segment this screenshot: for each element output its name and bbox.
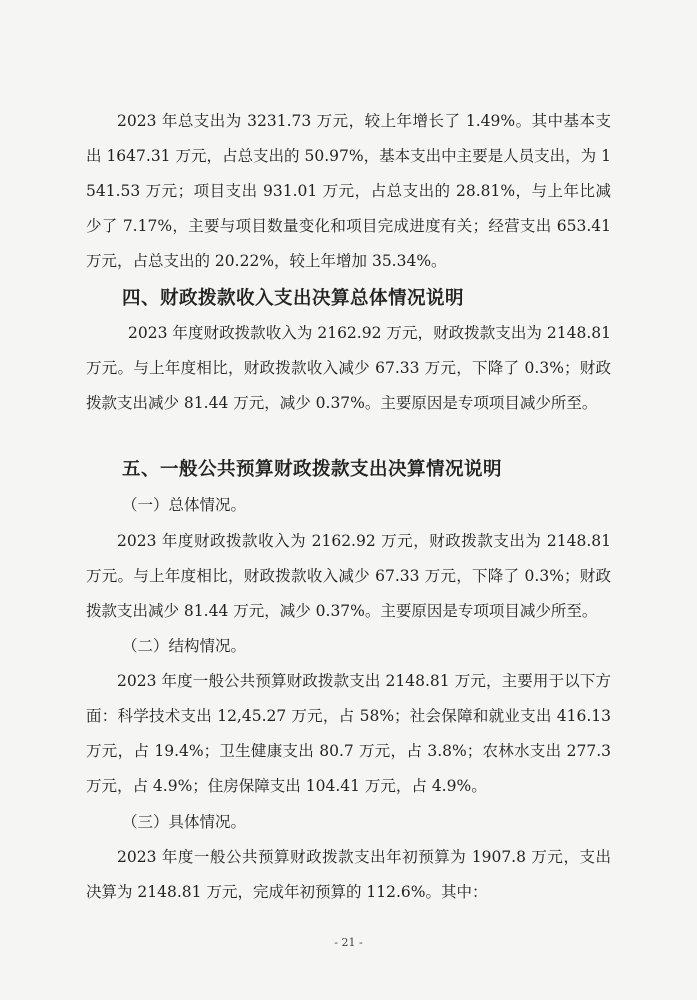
subheading-details: （三）具体情况。: [122, 813, 247, 831]
paragraph-general-overall: 2023 年度财政拨款收入为 2162.92 万元，财政拨款支出为 2148.81 万元。与上年度相比，财政拨款收入减少 67.33 万元，下降了 0.3%；财政拨款支出减少 81.44 万元，减少 0.37%。主要原因是专项项目减少所至。: [86, 532, 611, 620]
section-heading-4: 四、财政拨款收入支出决算总体情况说明: [122, 288, 465, 309]
subheading-structure: （二）结构情况。: [122, 637, 247, 655]
paragraph-total-expenditure: 2023 年总支出为 3231.73 万元，较上年增长了 1.49%。其中基本支出 1647.31 万元，占总支出的 50.97%，基本支出中主要是人员支出，为 1541.53 万元；项目支出 931.01 万元，占总支出的 28.81%，与上年比减少了 7.17%，主要与项目数量变化和项目完成进度有关；经营支出 653.41 万元，占总支出的 20.22%，较上年增加 35.34%。: [86, 112, 611, 270]
section-heading-5: 五、一般公共预算财政拨款支出决算情况说明: [122, 459, 503, 480]
page-number: - 21 -: [334, 936, 363, 949]
subheading-overall: （一）总体情况。: [122, 496, 247, 514]
paragraph-fiscal-overall: 2023 年度财政拨款收入为 2162.92 万元，财政拨款支出为 2148.81 万元。与上年度相比，财政拨款收入减少 67.33 万元，下降了 0.3%；财政拨款支出减少 81.44 万元，减少 0.37%。主要原因是专项项目减少所至。: [86, 324, 611, 412]
paragraph-details: 2023 年度一般公共预算财政拨款支出年初预算为 1907.8 万元，支出决算为 2148.81 万元，完成年初预算的 112.6%。其中：: [86, 848, 611, 901]
paragraph-structure: 2023 年度一般公共预算财政拨款支出 2148.81 万元，主要用于以下方面：科学技术支出 12,45.27 万元，占 58%；社会保障和就业支出 416.13 万元，占 19.4%；卫生健康支出 80.7 万元，占 3.8%；农林水支出 277.3 万元，占 4.9%；住房保障支出 104.41 万元，占 4.9%。: [86, 672, 611, 795]
